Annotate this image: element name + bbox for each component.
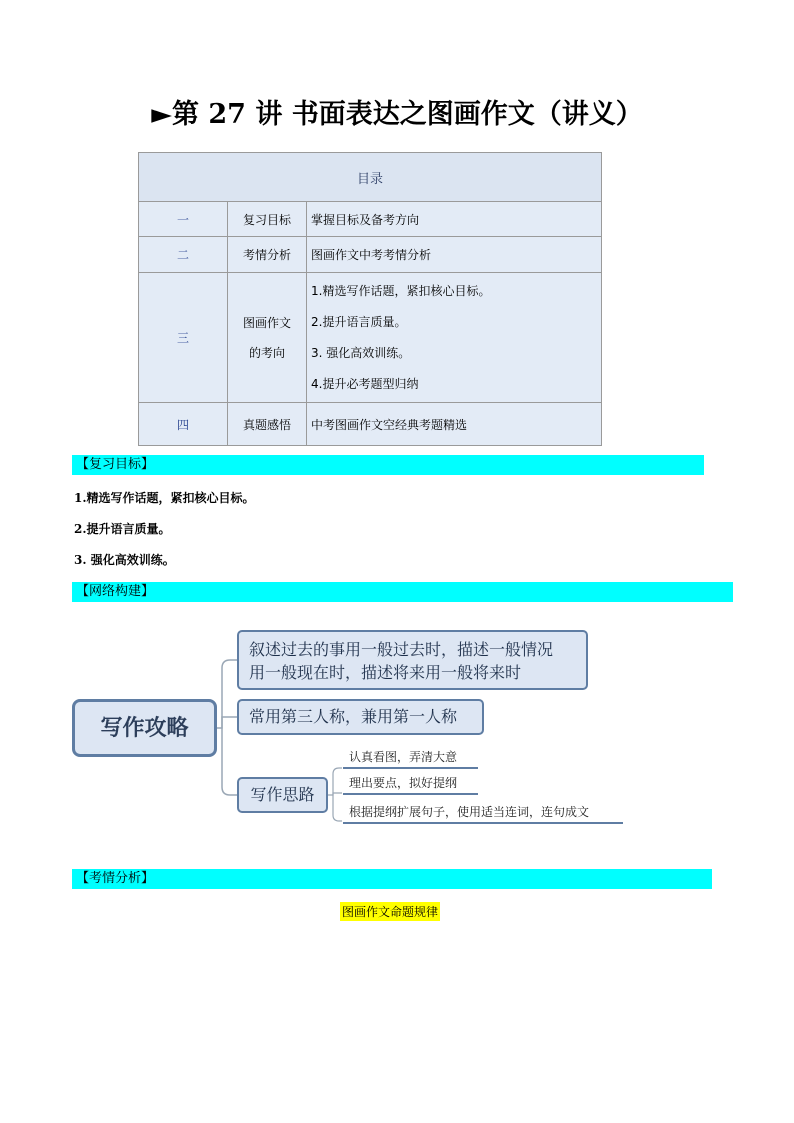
toc-header: 目录 [139,153,602,202]
toc-row-description: 图画作文中考考情分析 [307,237,602,273]
section-heading-analysis: 【考情分析】 [72,869,712,889]
toc-row-section: 真题感悟 [228,403,307,446]
toc-item: 4.提升必考题型归纳 [311,376,419,391]
toc-row-description: 中考图画作文空经典考题精选 [307,403,602,446]
section-heading-review-goals: 【复习目标】 [72,455,704,475]
toc-row-section: 考情分析 [228,237,307,273]
toc-row-number: 四 [139,403,228,446]
mind-map-branch-approach: 写作思路 [237,777,328,813]
highlighted-caption: 图画作文命题规律 [340,902,440,921]
mind-map-leaf: 根据提纲扩展句子，使用适当连词，连句成文 [343,803,623,824]
toc-item: 3. 强化高效训练。 [311,345,411,360]
section-heading-network: 【网络构建】 [72,582,733,602]
toc-row-section: 复习目标 [228,202,307,237]
toc-row-description: 掌握目标及备考方向 [307,202,602,237]
mind-map-root: 写作攻略 [72,699,217,757]
mind-map-branch-line: 用一般现在时，描述将来用一般将来时 [249,663,522,682]
page-title: ►第 27 讲 书面表达之图画作文（讲义） [151,99,643,130]
toc-item: 2.提升语言质量。 [311,314,407,329]
toc-section-line: 的考向 [248,345,285,360]
toc-row-number: 二 [139,237,228,273]
mind-map-leaf: 理出要点，拟好提纲 [343,774,478,795]
toc-row-number: 一 [139,202,228,237]
toc-row-number: 三 [139,273,228,403]
mind-map-leaf: 认真看图，弄清大意 [343,748,478,769]
toc-section-line: 图画作文 [242,315,291,330]
review-goal-item: 1.精选写作话题，紧扣核心目标。 [74,491,255,505]
toc-item: 1.精选写作话题，紧扣核心目标。 [311,283,491,298]
review-goal-item: 2.提升语言质量。 [74,522,171,536]
review-goal-item: 3. 强化高效训练。 [74,553,175,567]
mind-map-branch-person: 常用第三人称，兼用第一人称 [237,699,484,735]
mind-map-branch-tense [237,630,588,690]
mind-map-branch-line: 叙述过去的事用一般过去时，描述一般情况 [249,640,554,659]
